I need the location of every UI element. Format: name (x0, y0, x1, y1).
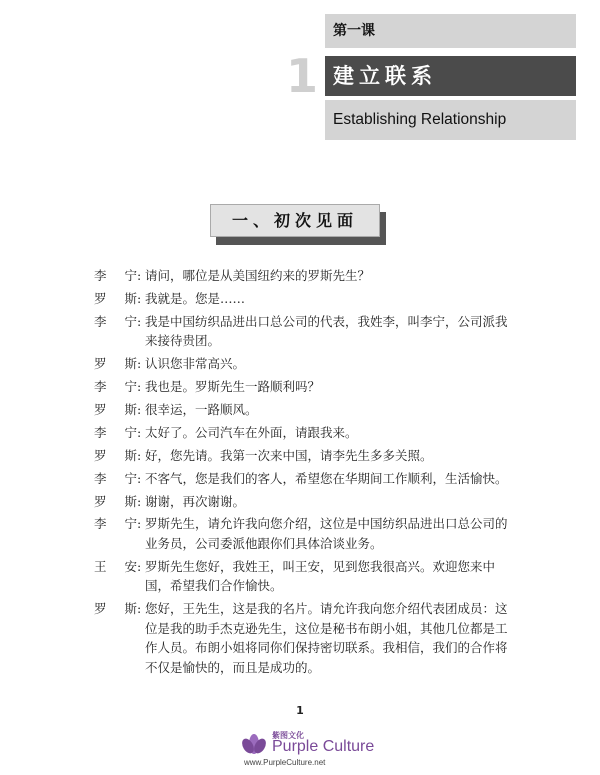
logo-chinese-name: 紫图文化 (272, 731, 304, 740)
section-heading: 一、初次见面 (210, 204, 380, 237)
speaker-name: 李 宁 (94, 516, 137, 532)
speaker-name: 李 宁 (94, 313, 137, 329)
page-number: 1 (296, 704, 304, 717)
dialogue (94, 266, 514, 681)
lesson-title: 建立联系 (325, 56, 576, 96)
dialogue-line: 罗 斯 : 我就是。您是…… (94, 289, 514, 309)
lesson-subtitle: Establishing Relationship (325, 100, 576, 140)
section-heading-box (210, 204, 386, 246)
speaker-name: 李 宁 (94, 379, 137, 395)
dialogue-text: 我就是。您是…… (145, 290, 246, 306)
speaker-name: 罗 斯 (94, 401, 137, 417)
dialogue-text: 认识您非常高兴。 (145, 356, 246, 372)
dialogue-text: 我也是。罗斯先生一路顺利吗？ (145, 379, 321, 395)
dialogue-line: 李 宁 : 请问，哪位是从美国纽约来的罗斯先生？ (94, 266, 514, 286)
dialogue-text: 我是中国纺织品进出口总公司的代表，我姓李，叫李宁，公司派我来接待贵团。 (145, 313, 508, 349)
speaker-name: 李 宁 (94, 470, 137, 486)
dialogue-text: 请问，哪位是从美国纽约来的罗斯先生？ (145, 268, 371, 283)
logo-brand-name: Purple Culture (272, 738, 375, 755)
speaker-name: 罗 斯 (94, 290, 137, 306)
dialogue-text: 谢谢，再次谢谢。 (145, 493, 246, 509)
dialogue-text: 不客气，您是我们的客人，希望您在华期间工作顺利，生活愉快。 (145, 470, 508, 486)
lesson-number: 1 (285, 49, 318, 103)
dialogue-line: 李 宁 : 我是中国纺织品进出口总公司的代表，我姓李，叫李宁，公司派我来接待贵团。 (94, 312, 514, 351)
dialogue-line: 罗 斯 : 谢谢，再次谢谢。 (94, 492, 514, 512)
speaker-name: 罗 斯 (94, 493, 137, 509)
dialogue-line: 李 宁 : 太好了。公司汽车在外面，请跟我来。 (94, 423, 514, 443)
dialogue-line: 王 安 : 罗斯先生您好，我姓王，叫王安，见到您我很高兴。欢迎您来中国，希望我们合作愉快。 (94, 557, 514, 596)
dialogue-text: 太好了。公司汽车在外面，请跟我来。 (145, 424, 358, 440)
speaker-name: 罗 斯 (94, 601, 137, 617)
dialogue-text: 罗斯先生，请允许我向您介绍，这位是中国纺织品进出口总公司的业务员，公司委派他跟你们具体洽谈业务。 (145, 516, 508, 551)
dialogue-text: 好，您先请。我第一次来中国，请李先生多多关照。 (145, 447, 433, 463)
dialogue-line: 罗 斯 : 认识您非常高兴。 (94, 354, 514, 374)
publisher-logo (240, 718, 375, 770)
dialogue-line: 李 宁 : 不客气，您是我们的客人，希望您在华期间工作顺利，生活愉快。 (94, 469, 514, 489)
speaker-name: 李 宁 (94, 268, 137, 283)
logo-url: www.PurpleCulture.net (244, 758, 326, 767)
speaker-name: 王 安 (94, 558, 137, 574)
speaker-name: 李 宁 (94, 424, 137, 440)
dialogue-line: 李 宁 : 罗斯先生，请允许我向您介绍，这位是中国纺织品进出口总公司的业务员，公司委派他跟你们具体洽谈业务。 (94, 514, 514, 553)
speaker-name: 罗 斯 (94, 447, 137, 463)
speaker-name: 罗 斯 (94, 356, 137, 372)
dialogue-text: 罗斯先生您好，我姓王，叫王安，见到您我很高兴。欢迎您来中国，希望我们合作愉快。 (145, 558, 496, 594)
dialogue-text: 您好，王先生，这是我的名片。请允许我向您介绍代表团成员：这位是我的助手杰克逊先生，这位是秘书布朗小姐，其他几位都是工作人员。布朗小姐将同你们保持密切联系。我相信，我们的合作将不仅是愉快的，而且是成功的。 (145, 601, 508, 675)
dialogue-line: 罗 斯 : 很幸运，一路顺风。 (94, 400, 514, 420)
dialogue-line: 罗 斯 : 您好，王先生，这是我的名片。请允许我向您介绍代表团成员：这位是我的助手杰克逊先生，这位是秘书布朗小姐，其他几位都是工作人员。布朗小姐将同你们保持密切联系。我相信，我们的合作将不仅是愉快的，而且是成功的。 (94, 599, 514, 677)
dialogue-line: 李 宁 : 我也是。罗斯先生一路顺利吗？ (94, 377, 514, 397)
dialogue-line: 罗 斯 : 好，您先请。我第一次来中国，请李先生多多关照。 (94, 446, 514, 466)
lotus-flower-icon (240, 728, 268, 756)
lesson-label: 第一课 (325, 14, 576, 48)
dialogue-text: 很幸运，一路顺风。 (145, 401, 258, 417)
